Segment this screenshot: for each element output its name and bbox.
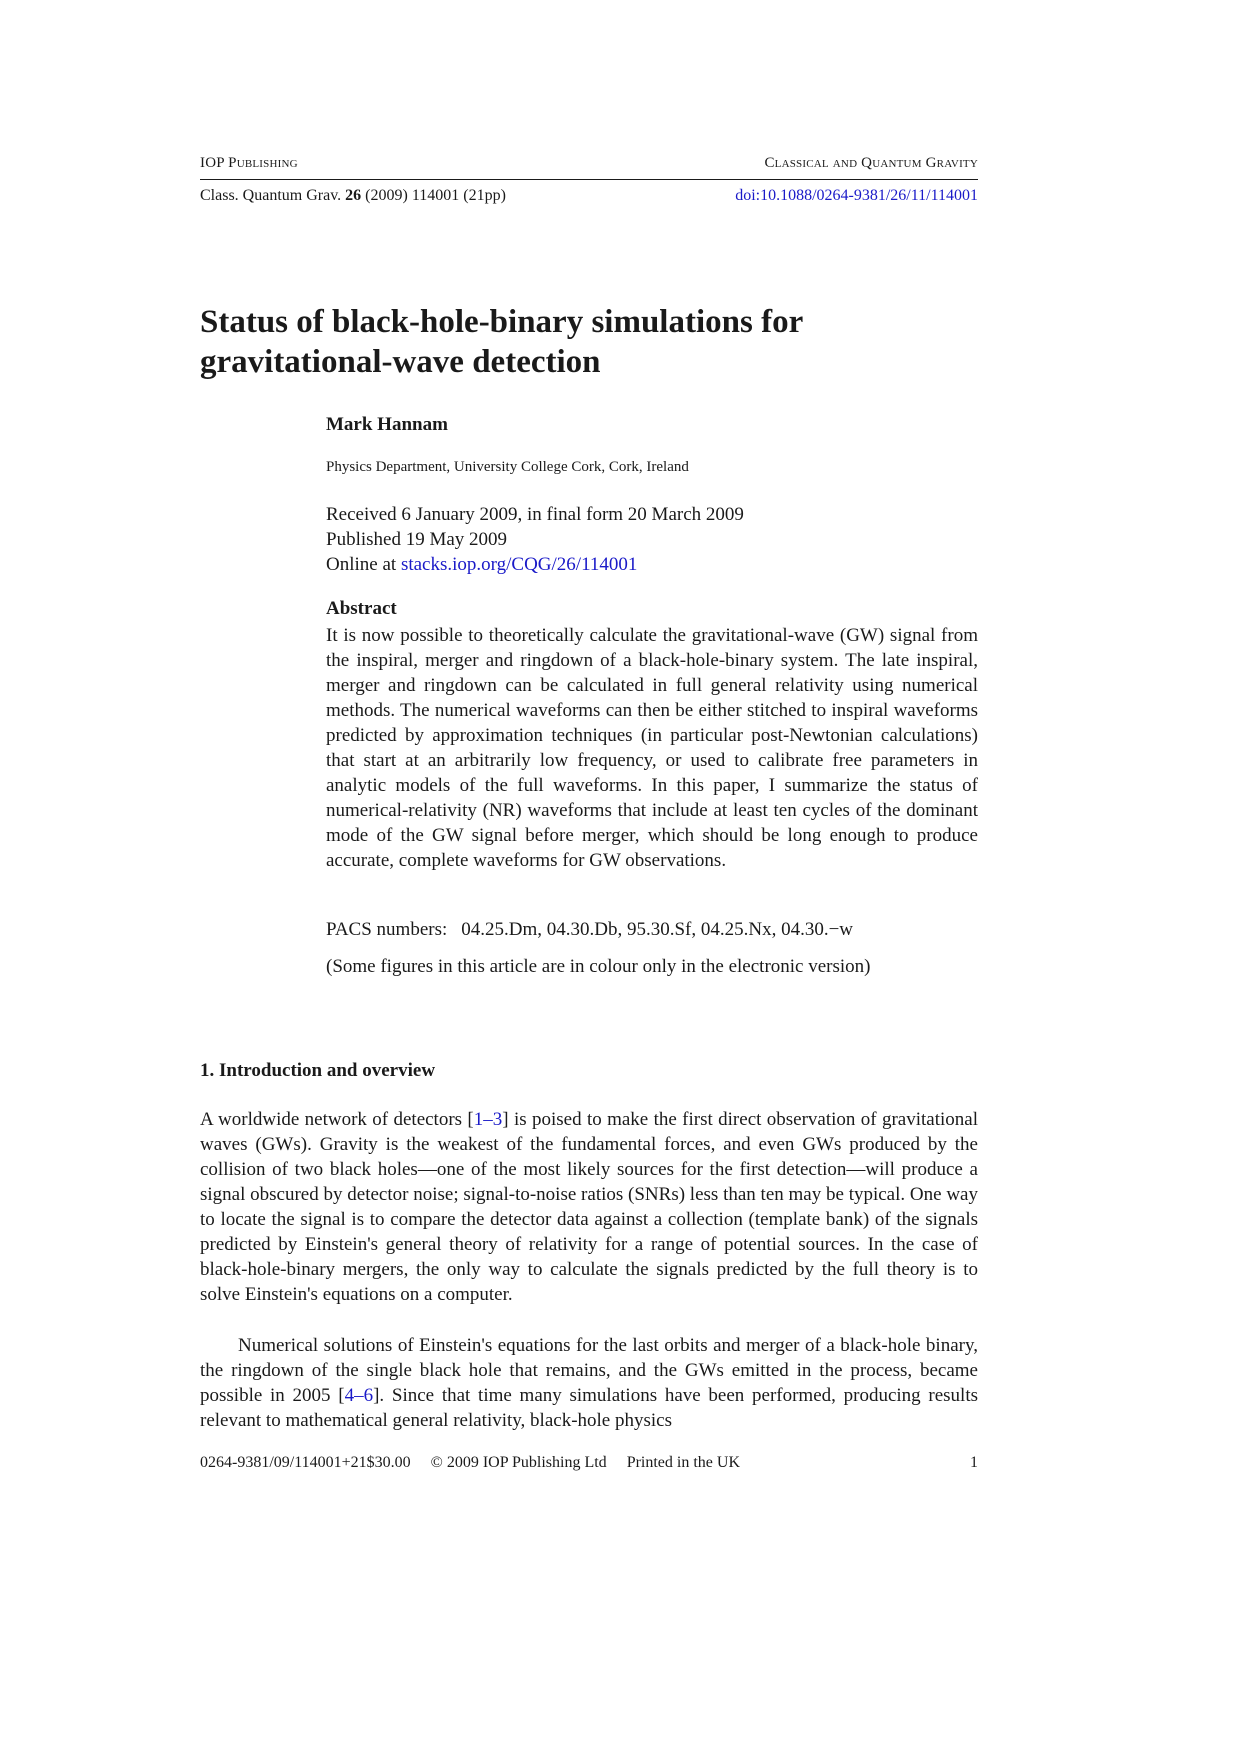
colour-note: (Some figures in this article are in colour only in the electronic version) — [326, 956, 871, 977]
running-header — [200, 155, 978, 172]
published-date: Published 19 May 2009 — [326, 529, 508, 550]
author-name: Mark Hannam — [326, 414, 448, 435]
article-code: 0264-9381/09/114001+21$30.00 — [200, 1454, 411, 1471]
citation-ref-4-6[interactable]: 4–6 — [344, 1385, 374, 1406]
pacs-values: 04.25.Dm, 04.30.Db, 95.30.Sf, 04.25.Nx, 04.30.−w — [461, 919, 854, 940]
section-heading: 1. Introduction and overview — [200, 1060, 436, 1081]
page-number: 1 — [970, 1454, 978, 1471]
body-paragraph-1: A worldwide network of detectors [1–3] is poised to make the first direct observation of gravitational waves (GWs). Gravity is the weakest of the fundamental forces, and even GWs produced by the collision of two black holes—one of the most likely sources for the first detection—will produce a signal obscured by detector noise; signal-to-noise ratios (SNRs) less than ten may be typical. One way to locate the signal is to compare the detector data against a collection (template bank) of the signals predicted by Einstein's general theory of relativity for a range of potential sources. In the case of black-hole-binary mergers, the only way to calculate the signals predicted by the full theory is to solve Einstein's equations on a computer. — [200, 1109, 978, 1305]
body-paragraph-2: Numerical solutions of Einstein's equations for the last orbits and merger of a black-hole binary, the ringdown of the single black hole that remains, and the GWs emitted in the process, became possible in 2005 [4–6]. Since that time many simulations have been performed, producing results relevant to mathematical general relativity, black-hole physics — [200, 1335, 978, 1431]
online-link[interactable]: stacks.iop.org/CQG/26/114001 — [400, 554, 638, 575]
citation-ref-1-3[interactable]: 1–3 — [473, 1109, 503, 1130]
header-rule — [200, 179, 978, 180]
received-date: Received 6 January 2009, in final form 20 March 2009 — [326, 504, 744, 525]
copyright: © 2009 IOP Publishing Ltd — [430, 1454, 607, 1471]
online-line: Online at stacks.iop.org/CQG/26/114001 — [326, 554, 638, 575]
volume: 26 — [345, 187, 362, 204]
pacs-numbers — [326, 917, 978, 942]
citation: Class. Quantum Grav. 26 (2009) 114001 (21pp) — [200, 187, 506, 204]
affiliation: Physics Department, University College Cork, Cork, Ireland — [326, 459, 689, 475]
printed-in: Printed in the UK — [626, 1454, 741, 1471]
publisher-name: IOP Publishing — [200, 155, 298, 171]
paper-title: Status of black-hole-binary simulations for gravitational-wave detection — [200, 304, 804, 380]
page-footer — [200, 1454, 978, 1472]
abstract-heading: Abstract — [326, 598, 397, 619]
abstract-text: It is now possible to theoretically calculate the gravitational-wave (GW) signal from the inspiral, merger and ringdown of a black-hole-binary system. The late inspiral, merger and ringdown can be calculated in full general relativity using numerical methods. The numerical waveforms can then be either stitched to inspiral waveforms predicted by approximation techniques (in particular post-Newtonian calculations) that start at an arbitrarily low frequency, or used to calibrate free parameters in analytic models of the full waveforms. In this paper, I summarize the status of numerical-relativity (NR) waveforms that include at least ten cycles of the dominant mode of the GW signal before merger, which should be long enough to produce accurate, complete waveforms for GW observations. — [326, 625, 978, 871]
journal-name: Classical and Quantum Gravity — [764, 155, 978, 171]
pacs-label: PACS numbers: — [326, 919, 448, 940]
publication-dates — [326, 502, 978, 577]
citation-line — [200, 187, 978, 205]
doi-link[interactable]: doi:10.1088/0264-9381/26/11/114001 — [735, 187, 978, 204]
